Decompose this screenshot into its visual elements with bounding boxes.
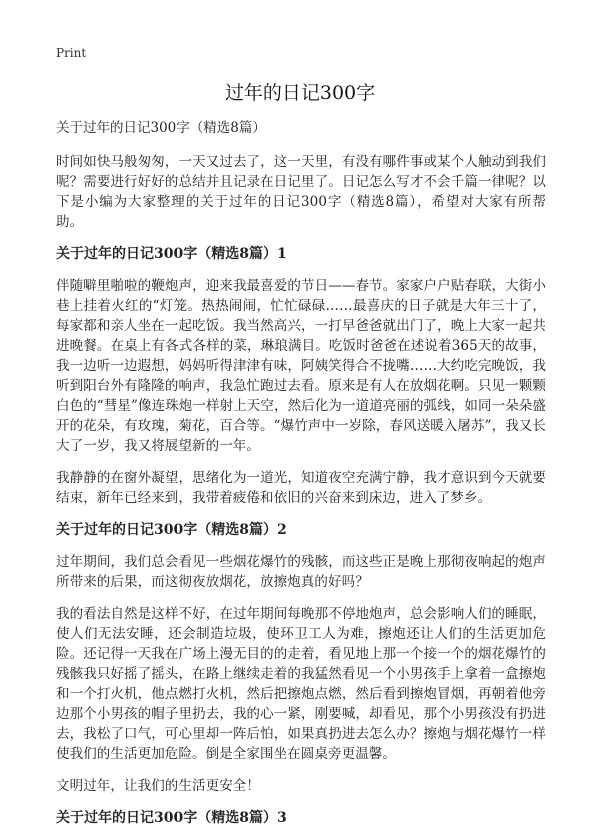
print-link[interactable]: Print (56, 46, 87, 60)
section-2-paragraph-2: 我的看法自然是这样不好，在过年期间每晚那不停地炮声，总会影响人们的睡眠，使人们无法安睡，还会制造垃圾，使环卫工人为难，擦炮还让人们的生活更加危险。还记得一天我在广场上漫无目的的走着，看见地上那一个接一个的烟花爆竹的残骸我只好摇了摇头，在路上继续走着的我猛然看见一个小男孩手上拿着一盒擦炮和一个打火机，他点燃打火机，然后把擦炮点燃，然后看到擦炮冒烟，再朝着他旁边那个小男孩的帽子里扔去，我的心一紧，刚要喊，却看见，那个小男孩没有扔进去，我松了口气，可心里却一阵后怕，如果真扔进去怎么办？擦炮与烟花爆竹一样使我们的生活更加危险。倒是全家围坐在圆桌旁更温馨。 (56, 606, 546, 762)
page-title: 过年的日记300字 (224, 82, 376, 104)
article-body (56, 118, 546, 840)
article-subtitle: 关于过年的日记300字（精选8篇） (56, 120, 266, 136)
intro-paragraph: 时间如快马般匆匆，一天又过去了，这一天里，有没有哪件事或某个人触动到我们呢？需要进行好好的总结并且记录在日记里了。日记怎么写才不会千篇一律呢？以下是小编为大家整理的关于过年的日记300字（精选8篇），希望对大家有所帮助。 (56, 154, 546, 230)
section-heading-3: 关于过年的日记300字（精选8篇）3 (56, 810, 287, 826)
section-2-paragraph-1: 过年期间，我们总会看见一些烟花爆竹的残骸，而这些正是晚上那彻夜响起的炮声所带来的后果，而这彻夜放烟花，放擦炮真的好吗？ (56, 554, 546, 590)
section-1-paragraph-2: 我静静的在窗外凝望，思绪化为一道光，知道夜空充满宁静，我才意识到今天就要结束，新年已经来到，我带着疲倦和依旧的兴奋来到床边，进入了梦乡。 (56, 470, 546, 506)
section-heading-2: 关于过年的日记300字（精选8篇）2 (56, 522, 287, 538)
section-1-paragraph-1: 伴随噼里啪啦的鞭炮声，迎来我最喜爱的节日——春节。家家户户贴春联，大街小巷上挂着火红的“灯笼。热热闹闹，忙忙碌碌……最喜庆的日子就是大年三十了，每家都和亲人坐在一起吃饭。我当然高兴，一打早爸爸就出门了，晚上大家一起共进晚餐。在桌上有各式各样的菜，琳琅满目。吃饭时爸爸在述说着365天的故事，我一边听一边遐想，妈妈听得津津有味，阿姨笑得合不拢嘴……大约吃完晚饭，我听到阳台外有隆隆的响声，我急忙跑过去看。原来是有人在放烟花啊。只见一颗颗白色的“彗星”像连珠炮一样射上天空，然后化为一道道亮丽的弧线，如同一朵朵盛开的花朵，有玫瑰，菊花，百合等。“爆竹声中一岁除，春风送暖入屠苏”，我又长大了一岁，我又将展望新的一年。 (56, 278, 547, 454)
section-2-paragraph-3: 文明过年，让我们的生活更安全！ (56, 778, 260, 794)
section-heading-1: 关于过年的日记300字（精选8篇）1 (56, 246, 287, 262)
